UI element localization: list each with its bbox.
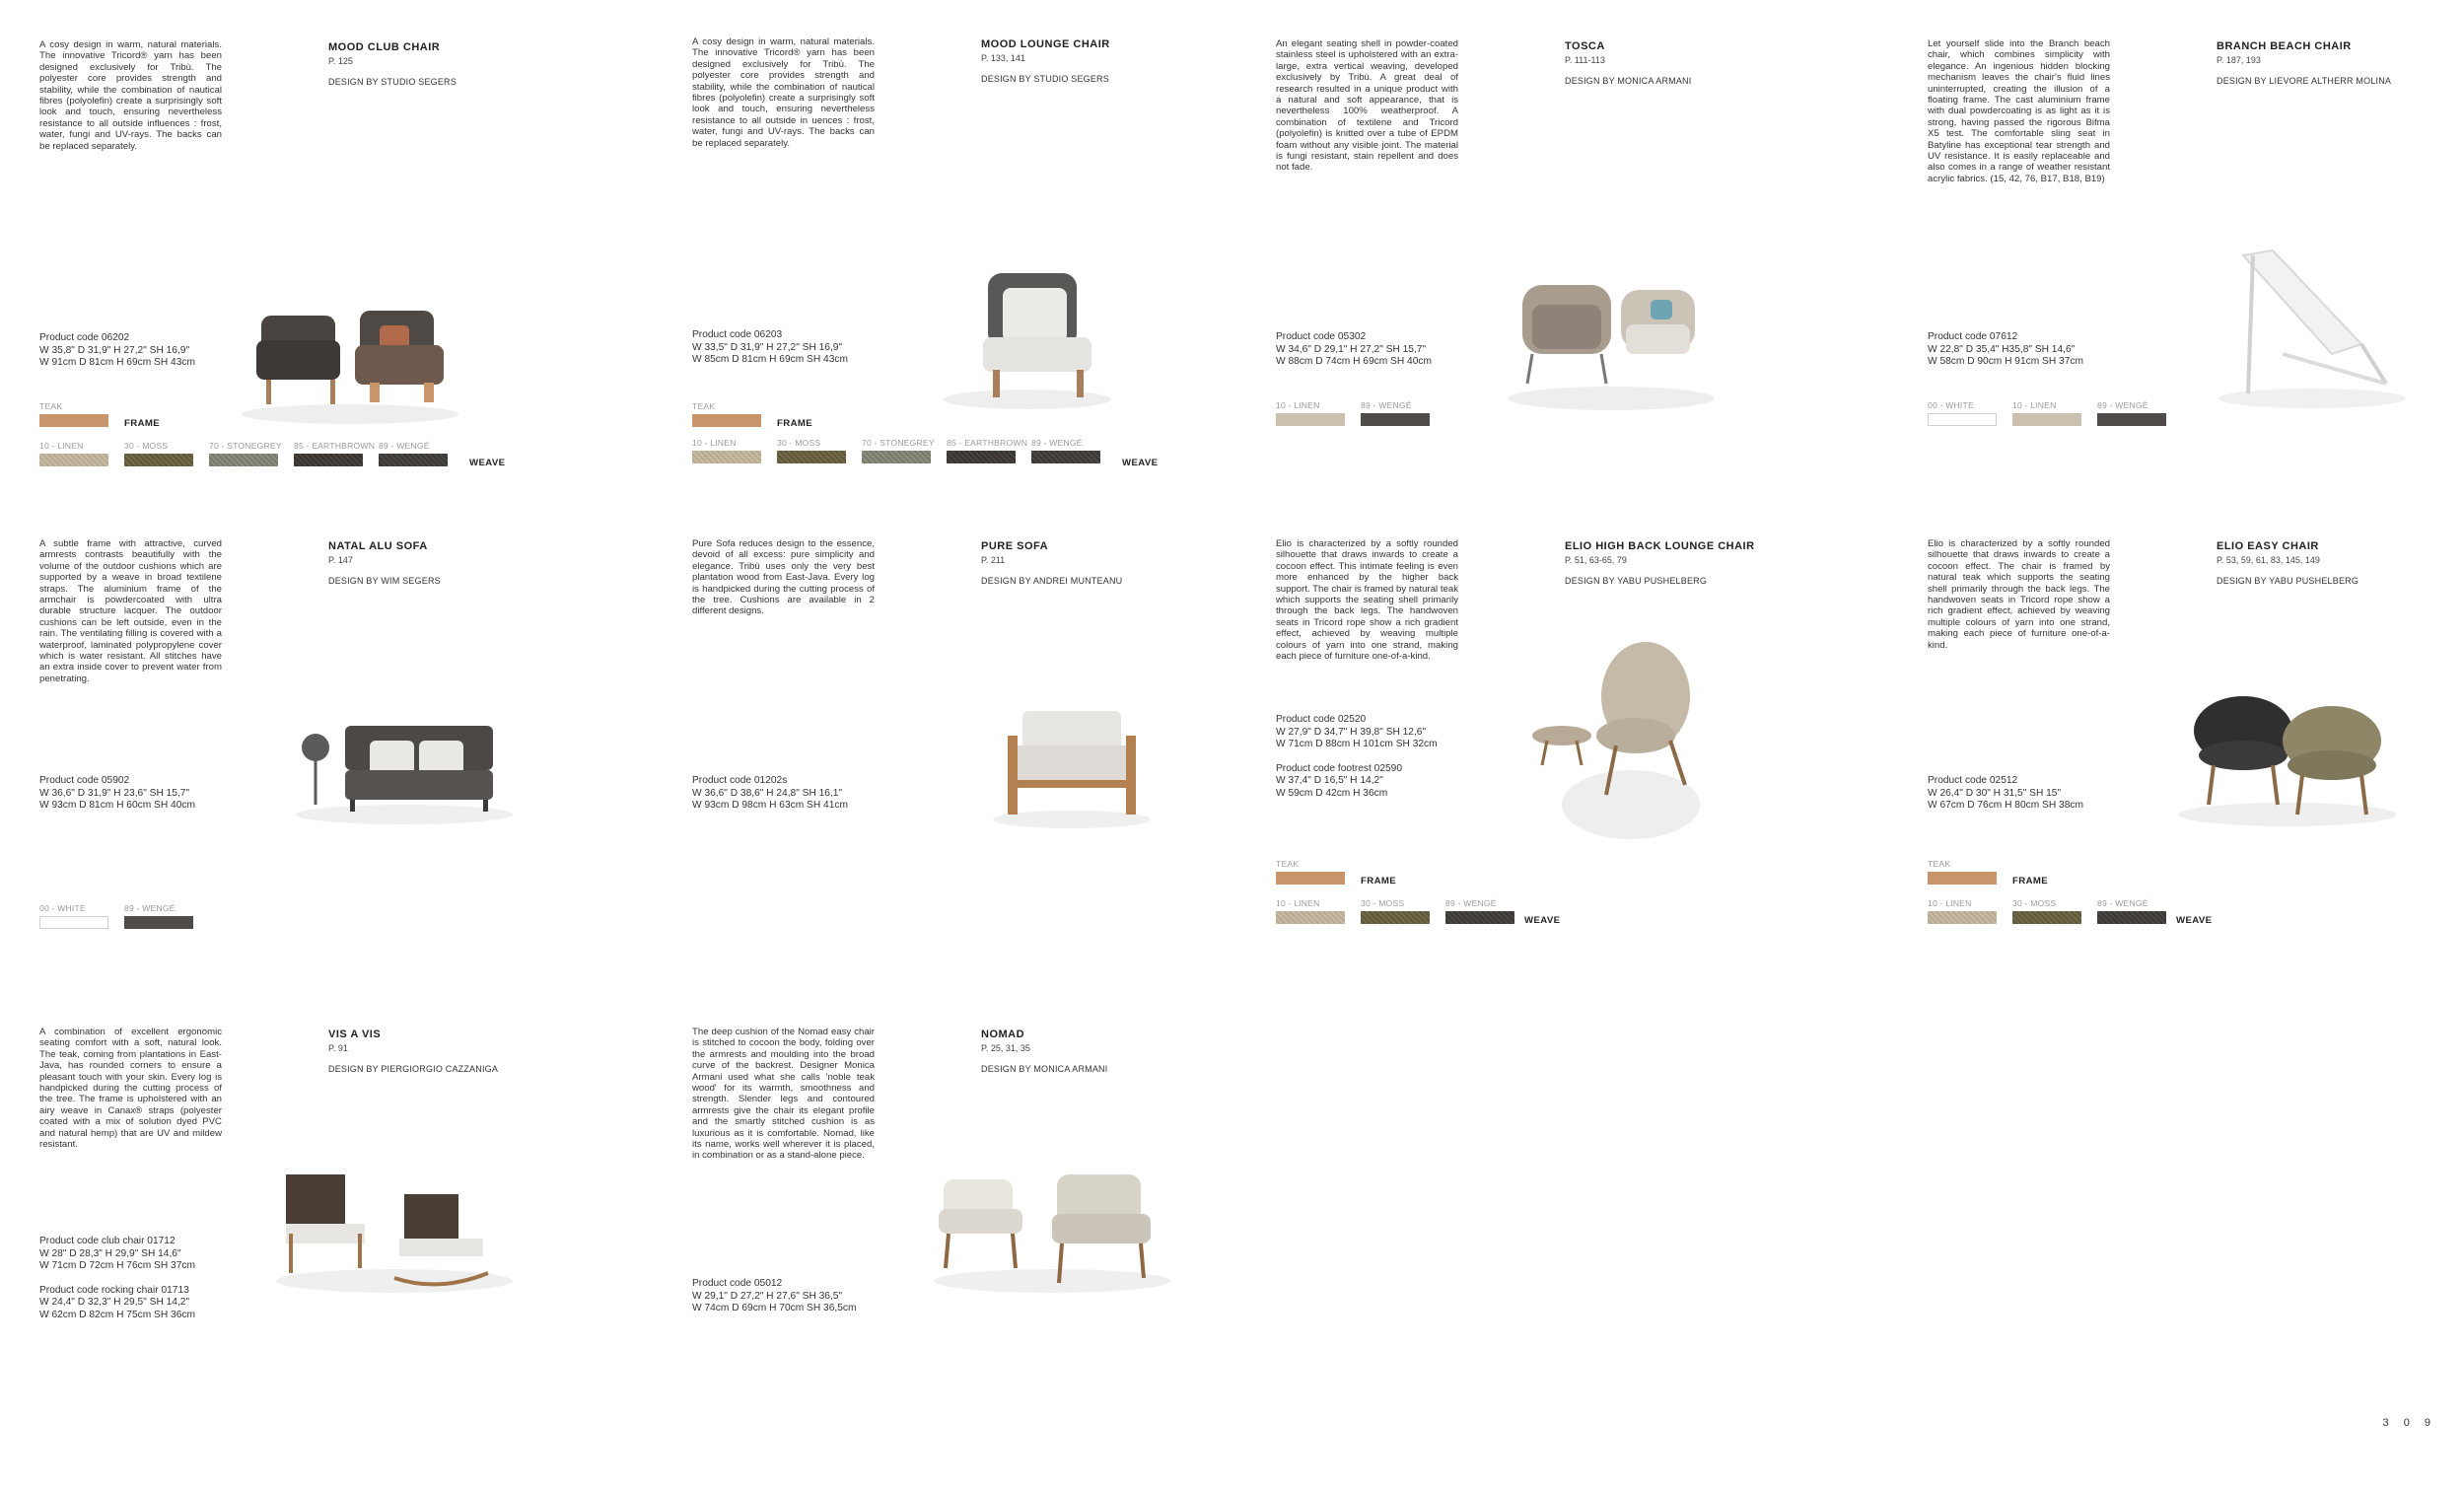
frame-label: FRAME [124,418,161,429]
product-codes: Product code 01202s W 36,6" D 38,6" H 24,8" SH 16,1" W 93cm D 98cm H 63cm SH 41cm [692,775,848,811]
weave-label: WEAVE [2176,915,2213,926]
product-pages: P. 51, 63-65, 79 [1565,555,1627,565]
product-designer: DESIGN BY PIERGIORGIO CAZZANIGA [328,1064,499,1074]
product-pages: P. 53, 59, 61, 83, 145, 149 [2217,555,2320,565]
product-designer: DESIGN BY WIM SEGERS [328,576,441,586]
weave-label: WEAVE [469,458,506,468]
product-pages: P. 111-113 [1565,55,1605,65]
swatch-wenge: 89 - WENGÉ [1445,898,1514,924]
product-codes: Product code 05902 W 36,6" D 31,9" H 23,6" SH 15,7" W 93cm D 81cm H 60cm SH 40cm [39,775,195,811]
frame-label: FRAME [2012,876,2049,887]
product-photo [924,1155,1180,1303]
swatch-wenge: 89 - WENGÉ [379,441,448,466]
product-photo [2214,236,2411,413]
weave-label: WEAVE [1122,458,1159,468]
product-title: BRANCH BEACH CHAIR [2217,40,2352,52]
product-pages: P. 125 [328,56,353,66]
product-card-nomad [692,1027,1323,1490]
product-card-natal-alu-sofa [39,538,670,1002]
product-photo [939,244,1116,411]
product-pages: P. 25, 31, 35 [981,1043,1030,1053]
product-card-pure-sofa [692,538,1323,1002]
product-photo [266,1155,523,1303]
product-description: A combination of excellent ergonomic seating comfort with a soft, natural look. The teak, coming from plantations in East-Java, has rounded corners to ensure a pleasant touch with your skin. Every log is handpicked during the cutting process of the tree. The frame is upholstered with an airy weave in Canax® straps (polyester coated with a mix of solution dyed PVC and natural hemp) that are UV and mildew resistant. [39,1027,222,1151]
product-designer: DESIGN BY STUDIO SEGERS [328,77,457,87]
swatch-linen: 10 - LINEN [1276,898,1345,924]
product-codes: Product code 06202 W 35,8" D 31,9" H 27,2" SH 16,9" W 91cm D 81cm H 69cm SH 43cm [39,332,195,368]
product-pages: P. 91 [328,1043,348,1053]
product-codes: Product code 06203 W 33,5" D 31,9" H 27,2" SH 16,9" W 85cm D 81cm H 69cm SH 43cm [692,329,848,365]
swatch-linen: 10 - LINEN [2012,400,2081,426]
product-designer: DESIGN BY YABU PUSHELBERG [2217,576,2359,586]
swatch-teak: TEAK [692,401,761,427]
swatch-moss: 30 - MOSS [777,438,846,463]
swatch-teak: TEAK [1928,859,1997,885]
frame-swatches [39,401,670,431]
swatch-teak: TEAK [1276,859,1345,885]
product-description: Let yourself slide into the Branch beach chair, which combines simplicity with elegance. An ingenious hidden blocking mechanism leaves the chair's fluid lines uninterrupted, creating the illusion of a floating frame. The cast aluminium frame with dual powdercoating is as light as it is strong, having passed the rigorous Bifma X5 test. The comfortable sling seat in Batyline has exceptional tear strength and UV resistance. It is easily replaceable and also comes in a range of weather resistant acrylic fabrics. (15, 42, 76, B17, B18, B19) [1928,38,2110,184]
product-designer: DESIGN BY STUDIO SEGERS [981,74,1109,84]
product-title: TOSCA [1565,40,1605,52]
product-description: A cosy design in warm, natural materials. The innovative Tricord® yarn has been designed exclusively for Tribù. The polyester core provides strength and stability, while the combination of nautical fibres (polyolefin) create a surprisingly soft look and touch, ensuring nevertheless resistance to all outside in uences : frost, water, fungi and UV-rays. The backs can be replaced separately. [692,36,875,149]
product-codes: Product code 02512 W 26,4" D 30" H 31,5" SH 15" W 67cm D 76cm H 80cm SH 38cm [1928,775,2083,811]
swatch-earthbrown: 85 - EARTHBROWN [294,441,375,466]
frame-swatches [1276,859,1907,888]
product-title: VIS A VIS [328,1029,382,1040]
page-number: 3 0 9 [2382,1417,2436,1429]
swatch-wenge: 89 - WENGÉ [124,903,193,929]
product-card-elio-high-back-lounge-chair [1276,538,1907,1002]
swatch-wenge: 89 - WENGÉ [1361,400,1430,426]
swatch-stonegrey: 70 - STONEGREY [209,441,282,466]
swatch-teak: TEAK [39,401,108,427]
frame-swatches [1928,859,2464,888]
weave-swatches [39,441,670,470]
product-title: ELIO HIGH BACK LOUNGE CHAIR [1565,540,1755,552]
swatch-white: 00 - WHITE [39,903,108,929]
weave-swatches [692,438,1323,467]
swatch-linen: 10 - LINEN [39,441,108,466]
product-pages: P. 187, 193 [2217,55,2261,65]
product-pages: P. 147 [328,555,353,565]
swatch-moss: 30 - MOSS [2012,898,2081,924]
product-designer: DESIGN BY LIEVORE ALTHERR MOLINA [2217,76,2392,86]
product-description: Elio is characterized by a softly rounded silhouette that draws inwards to create a cocoon effect. The chair is framed by natural teak which supports the seating shell primarily through the back legs. The handwoven seats in Tricord rope show a rich gradient effect, achieved by weaving multiple colours of yarn into one strand, making each piece of furniture one-of-a-kind. [1928,538,2110,651]
product-title: MOOD CLUB CHAIR [328,41,441,53]
product-designer: DESIGN BY YABU PUSHELBERG [1565,576,1708,586]
swatch-linen: 10 - LINEN [692,438,761,463]
frame-swatches [692,401,1323,431]
colour-swatches [1276,400,1907,430]
product-photo [2174,676,2401,834]
product-description: An elegant seating shell in powder-coated stainless steel is upholstered with an extra-large, extra vertical weaving, developed exclusively by Tribù. A great deal of research resulted in a unique product with a natural and soft appearance, that is nevertheless 100% weatherproof. A combination of textilene and Tricord (polyolefin) is knitted over a tube of EPDM foam without any visible joint. The material is fungi resistant, stain repellent and does not fade. [1276,38,1458,174]
product-card-mood-lounge-chair [692,36,1323,500]
product-designer: DESIGN BY MONICA ARMANI [981,1064,1108,1074]
product-photo [1522,637,1720,854]
product-description: A subtle frame with attractive, curved armrests contrasts beautifully with the volume of the outdoor cushions which are supported by a weave in broad textilene straps. The aluminium frame of the armchair is powdercoated with ultra durable structure lacquer. The outdoor cushions can be left outside, even in the rain. The ventilating filling is covered with a waterproof, laminated polypropylene cover which is water resistant. All stitches have an extra inside cover to prevent water from penetrating. [39,538,222,684]
weave-swatches [1276,898,1907,928]
product-card-tosca [1276,38,1907,502]
product-codes: Product code 02520 W 27,9" D 34,7" H 39,8" SH 12,6" W 71cm D 88cm H 101cm SH 32cm Product code footrest 02590 W 37,4" D 16,5" H 14,2" W 59cm D 42cm H 36cm [1276,714,1438,799]
product-card-elio-easy-chair [1928,538,2464,1002]
swatch-wenge: 89 - WENGÉ [2097,898,2166,924]
product-card-mood-club-chair [39,39,670,503]
product-title: ELIO EASY CHAIR [2217,540,2319,552]
product-codes: Product code 05012 W 29,1" D 27,2" H 27,6" SH 36,5" W 74cm D 69cm H 70cm SH 36,5cm [692,1278,857,1313]
swatch-earthbrown: 85 - EARTHBROWN [947,438,1027,463]
swatch-wenge: 89 - WENGÉ [1031,438,1100,463]
product-description: A cosy design in warm, natural materials. The innovative Tricord® yarn has been designed exclusively for Tribù. The polyester core provides strength and stability, while the combination of nautical fibres (polyolefin) create a surprisingly soft look and touch, ensuring nevertheless resistance to all outside influences : frost, water, fungi and UV-rays. The backs can be replaced separately. [39,39,222,152]
product-codes: Product code 05302 W 34,6" D 29,1" H 27,2" SH 15,7" W 88cm D 74cm H 69cm SH 40cm [1276,331,1432,367]
product-description: Elio is characterized by a softly rounded silhouette that draws inwards to create a cocoon effect. This intimate feeling is even more enhanced by the higher back support. The chair is framed by natural teak which supports the seating shell primarily through the back legs. The handwoven seats in Tricord rope show a rich gradient effect, achieved by weaving multiple colours of yarn into one strand, making each piece of furniture one-of-a-kind. [1276,538,1458,663]
product-codes: Product code 07612 W 22,8" D 35,4" H35,8" SH 14,6" W 58cm D 90cm H 91cm SH 37cm [1928,331,2083,367]
product-card-vis-a-vis [39,1027,670,1490]
product-title: PURE SOFA [981,540,1049,552]
product-card-branch-beach-chair [1928,38,2464,502]
swatch-stonegrey: 70 - STONEGREY [862,438,935,463]
swatch-linen: 10 - LINEN [1276,400,1345,426]
swatch-wenge: 89 - WENGÉ [2097,400,2166,426]
weave-swatches [1928,898,2464,928]
product-photo [1503,246,1720,413]
swatch-moss: 30 - MOSS [124,441,193,466]
product-photo [276,686,513,834]
product-pages: P. 133, 141 [981,53,1025,63]
product-pages: P. 211 [981,555,1006,565]
product-title: MOOD LOUNGE CHAIR [981,38,1110,50]
frame-label: FRAME [1361,876,1397,887]
swatch-white: 00 - WHITE [1928,400,1997,426]
swatch-moss: 30 - MOSS [1361,898,1430,924]
product-title: NOMAD [981,1029,1025,1040]
product-title: NATAL ALU SOFA [328,540,428,552]
product-designer: DESIGN BY ANDREI MUNTEANU [981,576,1123,586]
weave-label: WEAVE [1524,915,1561,926]
colour-swatches [39,903,670,933]
frame-label: FRAME [777,418,813,429]
product-description: The deep cushion of the Nomad easy chair is stitched to cocoon the body, folding over the armrests and moulding into the broad curve of the backrest. Designer Monica Armani used what she calls 'noble teak wood' for its warmth, smoothness and strength. Slender legs and contoured armrests give the chair its elegant profile and the smartly stitched cushion is as luxurious as it is comfortable. Nomad, like its name, works well wherever it is placed, in combination or as a stand-alone piece. [692,1027,875,1162]
product-photo [988,686,1156,834]
product-designer: DESIGN BY MONICA ARMANI [1565,76,1692,86]
product-description: Pure Sofa reduces design to the essence, devoid of all excess: pure simplicity and elegance. Tribù uses only the very best plantation wood from East-Java. Every log is handpicked during the cutting process of the tree. Cushions are available in 2 different designs. [692,538,875,617]
swatch-linen: 10 - LINEN [1928,898,1997,924]
colour-swatches [1928,400,2464,430]
product-codes: Product code club chair 01712 W 28" D 28,3" H 29,9" SH 14,6" W 71cm D 72cm H 76cm SH 37cm Product code rocking chair 01713 W 24,4" D 32,3" H 29,5" SH 14,2" W 62cm D 82cm H 75cm SH 36cm [39,1236,195,1320]
product-photo [237,256,463,424]
